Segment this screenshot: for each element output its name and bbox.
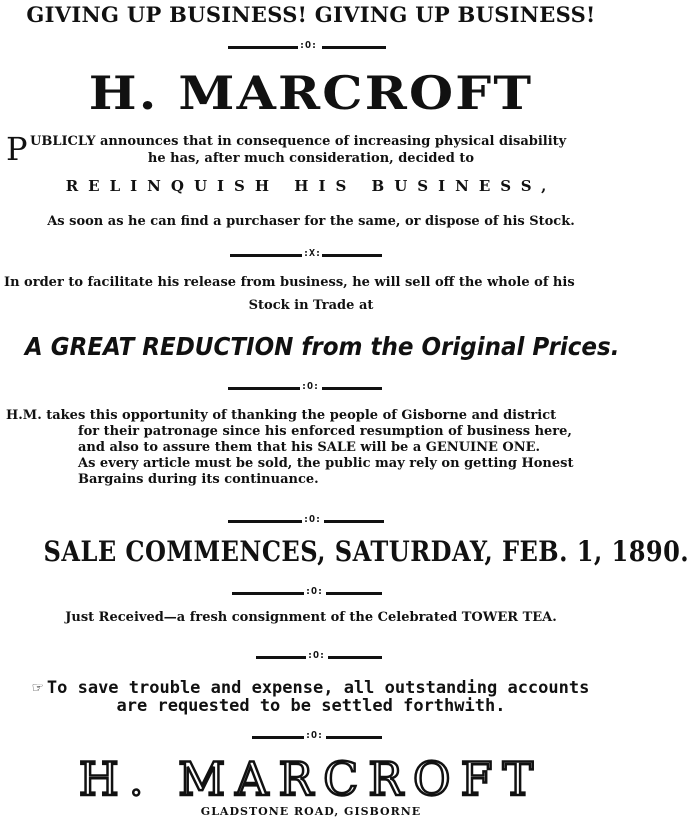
divider-7 [0, 730, 622, 744]
divider-5 [0, 586, 622, 600]
divider-2-mark: :X: [303, 248, 322, 259]
thanks-line-5: Bargains during its continuance. [78, 472, 319, 487]
divider-4-mark: :O: [303, 514, 322, 525]
address-line: GLADSTONE ROAD, GISBORNE [200, 805, 422, 818]
banner-headline: GIVING UP BUSINESS! GIVING UP BUSINESS! [26, 2, 596, 27]
relinquish-heading: RELINQUISH HIS BUSINESS, [65, 177, 557, 195]
announcement-line-1: UBLICLY announces that in consequence of increasing physical disability [30, 134, 567, 149]
drop-cap: P [6, 130, 28, 168]
just-received-line: Just Received—a fresh consignment of the Celebrated TOWER TEA. [65, 610, 557, 625]
notice-line-2: are requested to be settled forthwith. [116, 696, 506, 716]
divider-7-mark: :O: [305, 730, 324, 741]
thanks-paragraph [6, 408, 618, 488]
facilitate-line-2: Stock in Trade at [248, 298, 374, 313]
divider-1-mark: :O: [299, 40, 318, 51]
divider-1 [0, 40, 622, 54]
thanks-line-2: for their patronage since his enforced resumption of business here, [78, 424, 572, 439]
divider-6-mark: :O: [307, 650, 326, 661]
divider-2 [0, 248, 622, 262]
merchant-name-header: H. MARCROFT [88, 66, 534, 120]
divider-5-mark: :O: [305, 586, 324, 597]
great-reduction-headline: A GREAT REDUCTION from the Original Prices. [24, 332, 620, 361]
sale-commences-headline: SALE COMMENCES, SATURDAY, FEB. 1, 1890. [43, 535, 689, 568]
pointing-hand-icon: ☞ [32, 678, 43, 698]
divider-3 [0, 381, 622, 395]
divider-4 [0, 514, 622, 528]
thanks-line-4: As every article must be sold, the public may rely on getting Honest [78, 456, 574, 471]
divider-3-mark: :O: [301, 381, 320, 392]
facilitate-line-1: In order to facilitate his release from business, he will sell off the whole of his [4, 275, 575, 290]
notice-line-1-text: To save trouble and expense, all outstanding accounts [46, 678, 590, 698]
thanks-line-3: and also to assure them that his SALE will be a GENUINE ONE. [78, 440, 541, 455]
merchant-name-footer: H. MARCROFT [78, 752, 544, 806]
announcement-line-3: As soon as he can find a purchaser for the same, or dispose of his Stock. [47, 214, 575, 229]
divider-6 [0, 650, 622, 664]
announcement-line-2: he has, after much consideration, decided to [147, 151, 475, 166]
notice-line-1 [0, 678, 622, 698]
thanks-line-1: H.M. takes this opportunity of thanking the people of Gisborne and district [6, 408, 557, 423]
